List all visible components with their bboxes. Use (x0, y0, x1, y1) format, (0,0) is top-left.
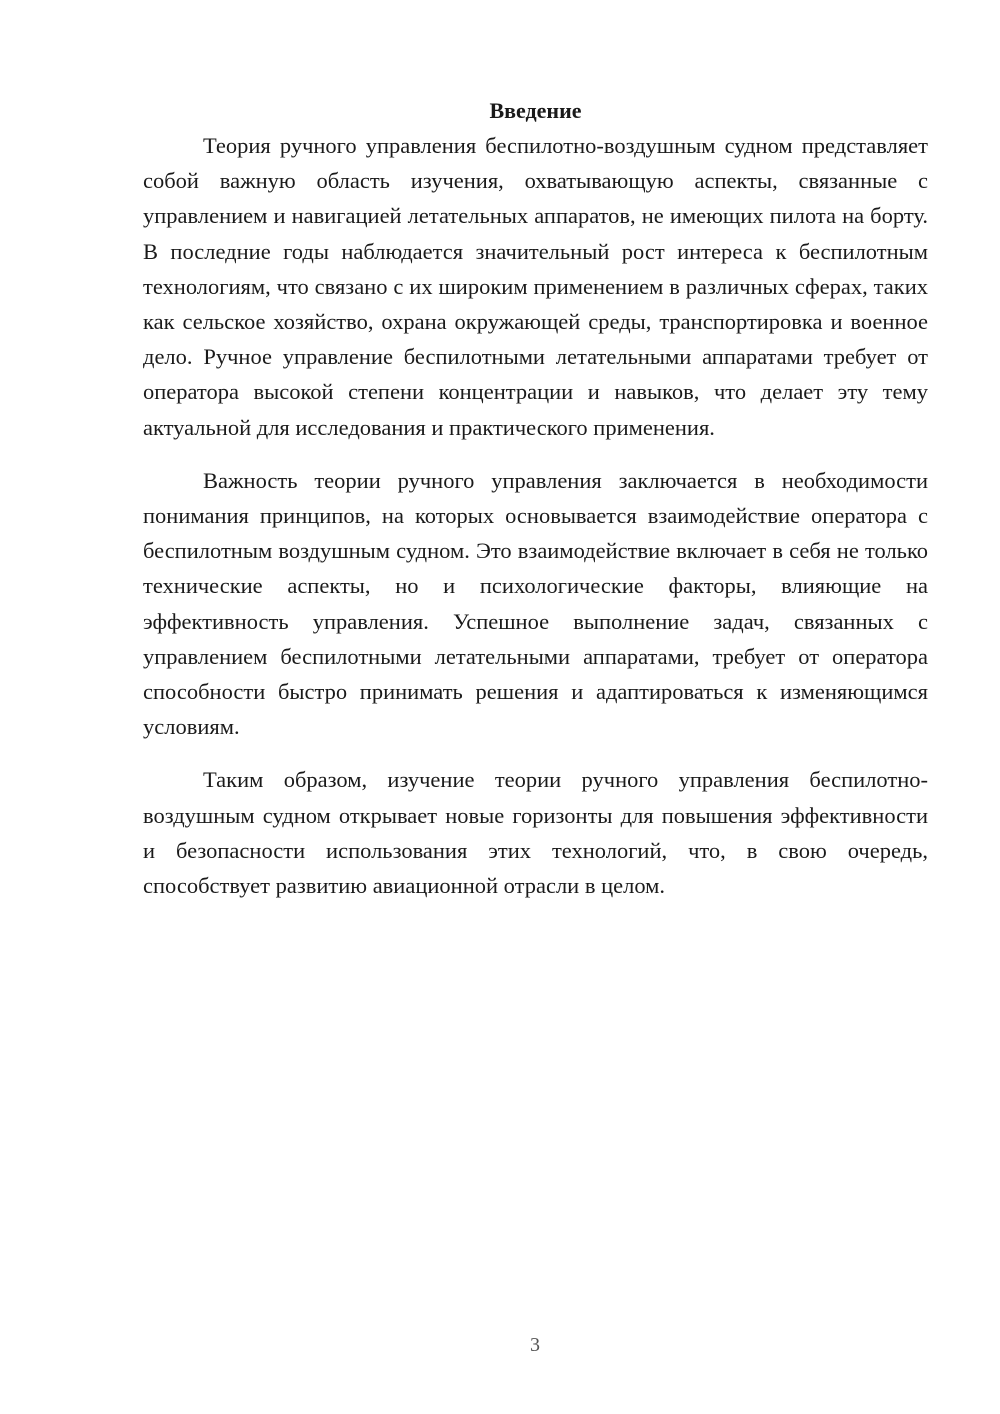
paragraph-1: Теория ручного управления беспилотно-воздушным судном представляет собой важную область изучения, охватывающую аспекты, связанные с управлением и навигацией летательных аппаратов, не имеющих пилота на борту. В последние годы наблюдается значительный рост интереса к беспилотным технологиям, что связано с их широким применением в различных сферах, таких как сельское хозяйство, охрана окружающей среды, транспортировка и военное дело. Ручное управление беспилотными летательными аппаратами требует от оператора высокой степени концентрации и навыков, что делает эту тему актуальной для исследования и практического применения. (143, 133, 928, 440)
paragraph-2: Важность теории ручного управления заключается в необходимости понимания принципов, на которых основывается взаимодействие оператора с беспилотным воздушным судном. Это взаимодействие включает в себя не только технические аспекты, но и психологические факторы, влияющие на эффективность управления. Успешное выполнение задач, связанных с управлением беспилотными летательными аппаратами, требует от оператора способности быстро принимать решения и адаптироваться к изменяющимся условиям. (143, 467, 928, 740)
document-page (143, 94, 928, 903)
page-number: 3 (530, 1334, 540, 1356)
section-title: Введение (489, 98, 582, 123)
paragraph-3: Таким образом, изучение теории ручного управления беспилотно-воздушным судном открывает новые горизонты для повышения эффективности и безопасности использования этих технологий, что, в свою очередь, способствует развитию авиационной отрасли в целом. (143, 767, 928, 899)
